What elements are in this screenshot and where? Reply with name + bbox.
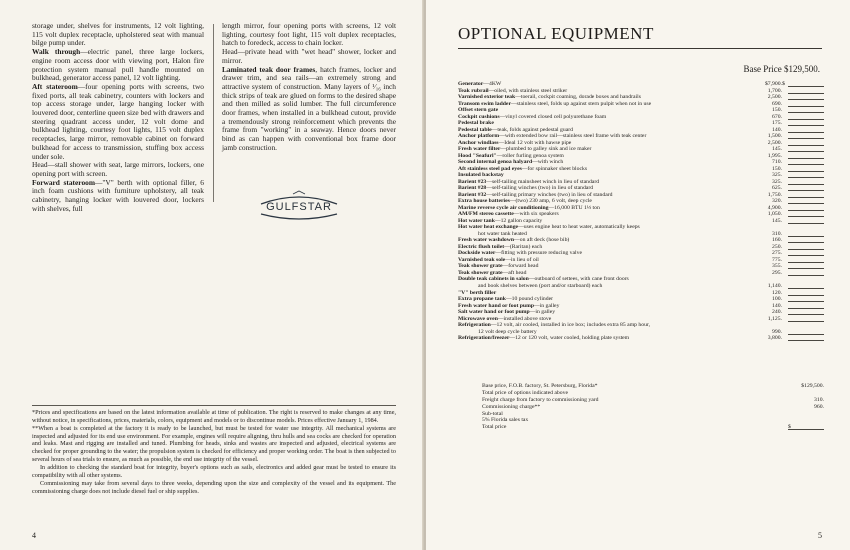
- option-name: Hot water tank: [458, 217, 495, 224]
- option-name: Pedestal table: [458, 126, 492, 133]
- total-value: 310.: [814, 396, 824, 403]
- option-price: 140.: [772, 302, 782, 309]
- option-price: 1,500.: [767, 133, 782, 140]
- spec-heading: Laminated teak door frames: [222, 64, 316, 74]
- option-description: —12 volt, air cooled, installed in ice box; includes extra 85 amp hour,: [490, 322, 651, 329]
- option-description: —toerail, cockpit coaming, dorade boxes and handrails: [515, 94, 641, 101]
- option-description: —self-tailing primary winches (two) in lieu of standard: [486, 191, 613, 198]
- spec-heading: Forward stateroom: [32, 177, 95, 187]
- option-description: —with extended bow rail—stainless steel frame with teak center: [499, 133, 647, 140]
- option-description: —(Raritan) each: [504, 243, 543, 250]
- spec-heading: Walk through: [32, 47, 81, 57]
- option-description: —16,000 BTU 1⅓ ton: [548, 204, 600, 211]
- option-price: 4,900.: [767, 204, 782, 211]
- option-price: 275.: [772, 250, 782, 257]
- option-name: Marine reverse cycle air conditioning: [458, 204, 549, 211]
- option-description: —teak, folds against pedestal guard: [491, 126, 573, 133]
- option-description: —vinyl covered closed cell polyurethane foam: [499, 113, 607, 120]
- spec-subheading: Head: [222, 47, 238, 57]
- option-name: Insulated backstay: [458, 172, 504, 179]
- page-title: OPTIONAL EQUIPMENT: [458, 24, 654, 43]
- option-price: 3,800.: [767, 335, 782, 342]
- base-price-label: Base Price $129,500.: [743, 64, 820, 74]
- option-name: Generator: [458, 81, 484, 87]
- option-price: 145.: [772, 217, 782, 224]
- total-row: [458, 397, 824, 404]
- option-description: —12 or 120 volt, water cooled, holding plate system: [509, 335, 630, 342]
- option-description: —in galley: [534, 302, 560, 309]
- option-description: —roller furling genoa system: [496, 152, 564, 159]
- option-price: 160.: [772, 237, 782, 244]
- option-name: Varnished teak sole: [458, 256, 506, 263]
- option-dollar-sign: $: [782, 81, 785, 87]
- option-price: 775.: [772, 256, 782, 263]
- option-description: hot water tank heated: [478, 230, 527, 237]
- option-description: —self-tailing mainsheet winch in lieu of standard: [486, 178, 600, 185]
- spec-text: storage under, shelves for instruments, 12 volt lighting, 115 volt duplex receptacle, upholstered seat with manual bilge pump under.: [32, 21, 204, 48]
- option-price: 150.: [772, 165, 782, 172]
- option-name: Barient #32: [458, 191, 487, 198]
- option-price: 100.: [772, 296, 782, 303]
- spec-subheading: Head: [32, 160, 48, 170]
- title-rule: [458, 48, 822, 49]
- option-name: Salt water hand or foot pump: [458, 309, 530, 316]
- option-description: —for spinnaker sheet blocks: [521, 165, 588, 172]
- option-price: 1,750.: [767, 191, 782, 198]
- footnote-duration: Commissioning may take from several days to three weeks, depending upon the size and complexity of the vessel and its equipment. The commissioning charge does not include diesel fuel or ship supplies.: [32, 480, 396, 495]
- option-description: —12 gallon capacity: [494, 217, 543, 224]
- option-price: 145.: [772, 146, 782, 153]
- spec-column-2: [222, 22, 396, 153]
- option-price: 325.: [772, 172, 782, 179]
- option-price: 990.: [772, 328, 782, 335]
- spec-text: —four opening ports with screens, two fixed ports, all teak cabinetry, counters with lockers and top access storage under, large hanging locker with louvered door, centerline queen size bed with drawers and steering quadrant access under, 12 volt dome and bulkhead lighting, courtesy foot lights, 115 volt duplex receptacles, large mirror, removable cabinet on forward bulkhead for access to transmission, stuffing box access under sole.: [32, 81, 205, 161]
- option-name: Anchor platform: [458, 133, 500, 140]
- option-price: 1,125.: [767, 315, 782, 322]
- total-value: 960.: [814, 403, 824, 410]
- option-name: Teak rubrail: [458, 87, 489, 94]
- spec-text: —stall shower with seat, large mirrors, lockers, one opening port with screen.: [32, 160, 204, 178]
- option-name: Extra propane tank: [458, 296, 506, 303]
- option-name: Hot water heat exchange: [458, 224, 519, 231]
- gulfstar-logo: [253, 190, 345, 224]
- option-description: —stainless steel, folds up against stern pulpit when not in use: [510, 100, 652, 107]
- option-price: 1,700.: [767, 87, 782, 94]
- option-name: Teak shower grate: [458, 269, 503, 276]
- option-price: 250.: [772, 243, 782, 250]
- total-label: Commissioning charge**: [482, 403, 541, 410]
- option-name: AM/FM stereo cassette: [458, 211, 514, 218]
- option-name: Double teak cabinets in salon: [458, 276, 529, 283]
- option-price: $7,900.: [764, 81, 782, 87]
- total-row: [458, 411, 824, 418]
- total-row: [458, 390, 824, 397]
- right-page: [426, 0, 850, 550]
- spec-text: length mirror, four opening ports with screens, 12 volt lighting, courtesy foot light, 115 volt duplex receptacles, hatch to foredeck, access to chain locker.: [222, 21, 396, 48]
- option-price: 140.: [772, 126, 782, 133]
- option-name: Cockpit cushions: [458, 113, 500, 120]
- option-price: 1,140.: [767, 282, 782, 289]
- option-price: 150.: [772, 107, 782, 114]
- footnotes: [32, 405, 396, 497]
- logo-wordmark: GULFSTAR: [266, 201, 332, 213]
- option-price: 2,500.: [767, 94, 782, 101]
- page-number-left: 4: [32, 531, 36, 540]
- option-name: Fresh water washdown: [458, 237, 515, 244]
- footnote-prices: *Prices and specifications are based on the latest information available at time of publication. The right is reserved to make changes at any time, without notice, in specifications, prices, materials, colors, equipment and models or to discontinue models. Prices effective January 1, 1984.: [32, 409, 396, 424]
- option-name: Teak shower grate: [458, 263, 503, 270]
- option-description: —uses engine heat to heat water, automatically keeps: [518, 224, 640, 231]
- option-price: 310.: [772, 230, 782, 237]
- option-price: 690.: [772, 100, 782, 107]
- option-price: 320.: [772, 198, 782, 205]
- total-label: Base price, F.O.B. factory, St. Petersburg, Florida*: [482, 383, 598, 389]
- option-description: and book shelves between (port and/or starboard) each: [478, 282, 603, 289]
- option-name: Pedestal brake: [458, 120, 494, 127]
- option-name: Anchor windlass: [458, 139, 499, 146]
- option-description: —installed above stove: [497, 315, 552, 322]
- spec-paragraph: [32, 161, 204, 178]
- option-name: Microwave oven: [458, 315, 498, 322]
- option-description: —4KW: [483, 81, 502, 87]
- option-price: 670.: [772, 113, 782, 120]
- total-row: [458, 383, 824, 390]
- spec-column-1: [32, 22, 204, 213]
- total-label: Total price: [482, 424, 507, 431]
- spec-text: —electric panel, three large lockers, engine room access door with viewing port, Halon fire protection system manual pull handle mounted on bulkhead, generator access panel, 12 volt lighting.: [32, 47, 204, 83]
- option-price: 120.: [772, 289, 782, 296]
- option-price: 1,050.: [767, 211, 782, 218]
- option-description: —plumbed to galley sink and ice maker: [500, 146, 592, 153]
- option-name: Offset stern gate: [458, 107, 499, 114]
- total-value: $129,500.: [801, 383, 824, 389]
- total-label: Sub-total: [482, 410, 503, 417]
- option-name: Transom swim ladder: [458, 100, 511, 107]
- option-price: 175.: [772, 120, 782, 127]
- option-name: Electric flush toilet: [458, 243, 505, 250]
- option-description: —with six speakers: [513, 211, 559, 218]
- total-label: Freight charge from factory to commissioning yard: [482, 396, 599, 403]
- spec-paragraph: [222, 22, 396, 48]
- option-description: —aft head: [502, 269, 527, 276]
- footnote-integrity: In addition to checking the standard boat for integrity, buyer's options such as sails, electronics and added gear must be tested to ensure its compatibility with all other systems.: [32, 464, 396, 479]
- left-page: [0, 0, 424, 550]
- spec-paragraph: [32, 179, 204, 214]
- option-name: Aft stainless steel pad eyes: [458, 165, 522, 172]
- total-row: [458, 424, 824, 431]
- total-value: $: [788, 424, 824, 430]
- spec-paragraph: [222, 48, 396, 65]
- spec-paragraph: [32, 48, 204, 83]
- option-price: 710.: [772, 159, 782, 166]
- option-name: Dockside water: [458, 250, 496, 257]
- option-description: —Ideal 12 volt with hawse pipe: [498, 139, 572, 146]
- option-description: —fitting with pressure reducing valve: [495, 250, 582, 257]
- option-name: Second internal genoa halyard: [458, 159, 533, 166]
- option-description: —on aft deck (hose bib): [514, 237, 570, 244]
- column-divider: [213, 24, 214, 202]
- option-description: 12 volt deep cycle battery: [478, 328, 537, 335]
- option-selection-line[interactable]: [788, 340, 824, 341]
- option-name: Hood "Seafurl": [458, 152, 497, 159]
- option-description: —(two) 230 amp, 6 volt, deep cycle: [509, 198, 592, 205]
- option-description: —forward head: [502, 263, 539, 270]
- option-name: Barient #28: [458, 185, 487, 192]
- total-row: [458, 404, 824, 411]
- spec-paragraph: [222, 66, 396, 153]
- spec-paragraph: [32, 83, 204, 161]
- page-number-right: 5: [818, 531, 822, 540]
- option-name: Fresh water filter: [458, 146, 501, 153]
- option-name: Fresh water hand or foot pump: [458, 302, 534, 309]
- option-price: 355.: [772, 263, 782, 270]
- price-totals: [458, 383, 824, 431]
- option-description: —in galley: [529, 309, 556, 316]
- total-label: 5% Florida sales tax: [482, 417, 529, 424]
- spec-text: —"V" berth with optional filler, 6 inch foam cushions with furniture upholstery, all teak cabinetry, hanging locker with louvered door, lockers with shelves, full: [32, 177, 204, 213]
- option-description: —10 pound cylinder: [505, 296, 554, 303]
- footnote-rule: [32, 405, 396, 406]
- option-name: Extra house batteries: [458, 198, 510, 205]
- option-description: —oiled, with stainless steel striker: [488, 87, 568, 94]
- option-price: 2,500.: [767, 139, 782, 146]
- option-price: 240.: [772, 309, 782, 316]
- option-description: —in lieu of oil: [505, 256, 539, 263]
- option-row: [458, 335, 824, 342]
- spec-text: , hatch frames, locker and drawer trim, and sea rails—an extremely strong and attractive system of construction. Many layers of ¹⁄₁₆ inch thick strips of teak are glued on forms to the desired shape and then milled as solid lumber. The full circumference door frames, when installed in a bulkhead cutout, provide a tremendously strong reinforcement which prevents the frame from "working" in a seaway. Hence doors never bind as can happen with conventional box frame door jamb construction.: [222, 64, 397, 152]
- option-description: —with winch: [532, 159, 564, 166]
- option-name: Refrigeration: [458, 322, 491, 329]
- option-name: Varnished exterior teak: [458, 94, 516, 101]
- spec-paragraph: [32, 22, 204, 48]
- option-price: 1,995.: [767, 152, 782, 159]
- option-name: Barient #23: [458, 178, 487, 185]
- total-row: [458, 417, 824, 424]
- total-label: Total price of options indicated above: [482, 389, 568, 396]
- option-description: —outboard of settees, with cane front doors: [528, 276, 629, 283]
- option-name: Refrigeration/freezer: [458, 335, 510, 342]
- option-price: 295.: [772, 269, 782, 276]
- footnote-commissioning: **When a boat is completed at the factory it is ready to be launched, but must be tested for water use integrity. All mechanical systems are inspected and adjusted for its end use environment. For example, engines will require aligning, thru hulls and sea cocks are checked for operation and leaks. Mast and rigging are installed and tuned. Plumbing for heads, sinks and wastes are inspected and adjusted, electrical systems are checked for proper grounding to the water; the propulsion system is checked for efficiency and proper working order. The boat is then subjected to several hours of sea trials to ensure, as much as possible, the end use integrity of the vessel.: [32, 425, 396, 463]
- options-list: [458, 81, 824, 342]
- option-description: —self-tailing winches (two) in lieu of standard: [486, 185, 594, 192]
- spec-heading: Aft stateroom: [32, 81, 78, 91]
- option-price: 625.: [772, 185, 782, 192]
- option-name: "V" berth filler: [458, 289, 497, 296]
- option-price: 325.: [772, 178, 782, 185]
- spec-text: —private head with "wet head" shower, locker and mirror.: [222, 47, 396, 65]
